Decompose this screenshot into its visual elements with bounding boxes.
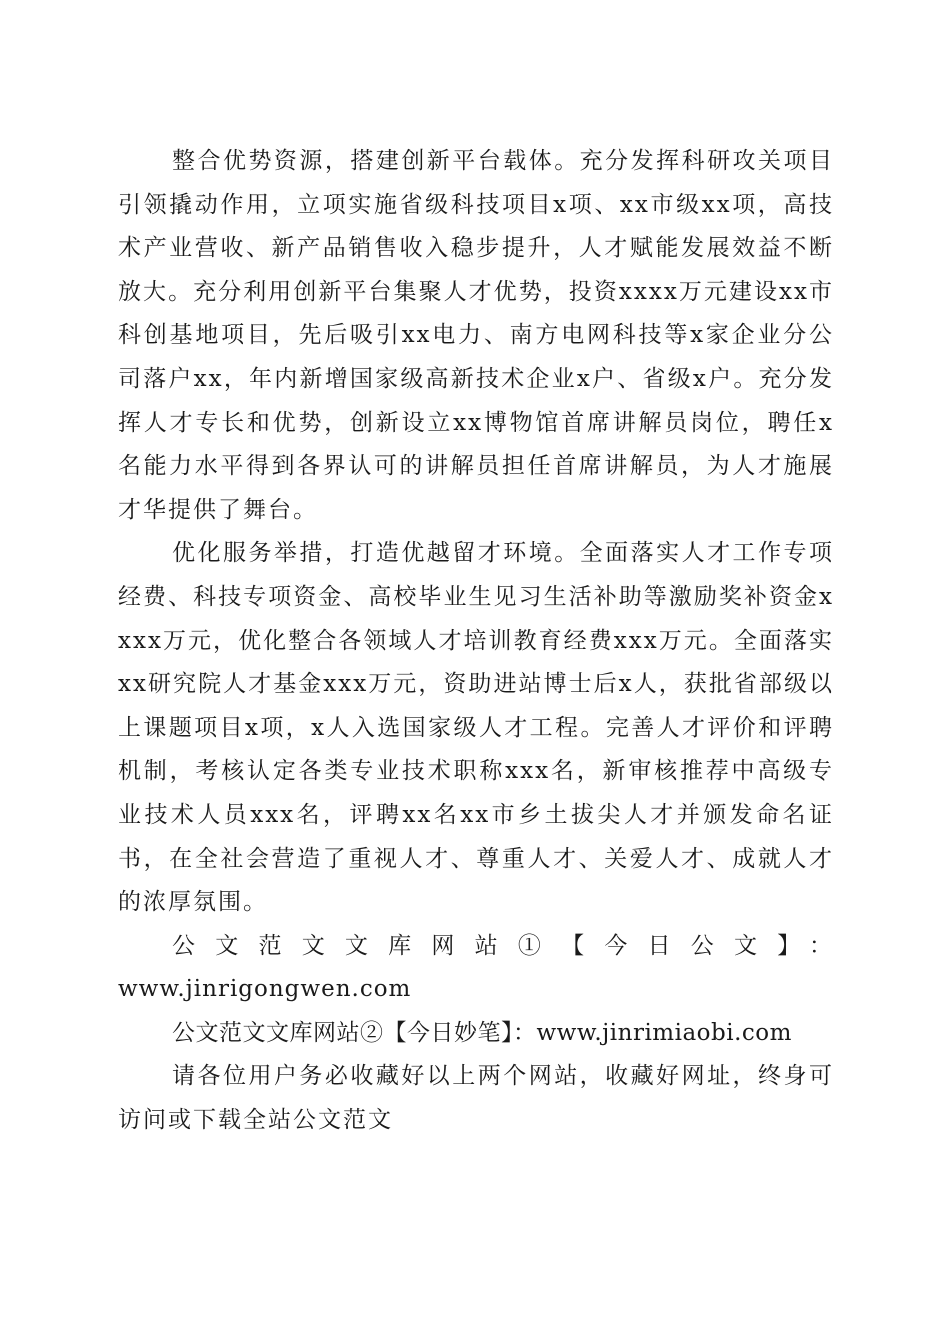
document-body	[118, 140, 834, 1143]
site1-label: 公文范文文库网站①【今日公文】：	[172, 932, 834, 959]
site1-url: www.jinrigongwen.com	[118, 976, 412, 1003]
site2-line: 公文范文文库网站②【今日妙笔】：www.jinrimiaobi.com	[172, 1019, 792, 1046]
bookmark-notice: 请各位用户务必收藏好以上两个网站，收藏好网址，终身可访问或下载全站公文范文	[118, 1063, 834, 1134]
paragraph-talent-service: 优化服务举措，打造优越留才环境。全面落实人才工作专项经费、科技专项资金、高校毕业生见习生活补助等激励奖补资金xxxx万元，优化整合各领域人才培训教育经费xxx万元。全面落实xx研究院人才基金xxx万元，资助进站博士后x人，获批省部级以上课题项目x项，x人入选国家级人才工程。完善人才评价和评聘机制，考核认定各类专业技术职称xxx名，新审核推荐中高级专业技术人员xxx名，评聘xx名xx市乡土拔尖人才并颁发命名证书，在全社会营造了重视人才、尊重人才、关爱人才、成就人才的浓厚氛围。	[118, 540, 834, 916]
paragraph-talent-platform: 整合优势资源，搭建创新平台载体。充分发挥科研攻关项目引领撬动作用，立项实施省级科技项目x项、xx市级xx项，高技术产业营收、新产品销售收入稳步提升，人才赋能发展效益不断放大。充分利用创新平台集聚人才优势，投资xxxx万元建设xx市科创基地项目，先后吸引xx电力、南方电网科技等x家企业分公司落户xx，年内新增国家级高新技术企业x户、省级x户。充分发挥人才专长和优势，创新设立xx博物馆首席讲解员岗位，聘任x名能力水平得到各界认可的讲解员担任首席讲解员，为人才施展才华提供了舞台。	[118, 148, 834, 523]
